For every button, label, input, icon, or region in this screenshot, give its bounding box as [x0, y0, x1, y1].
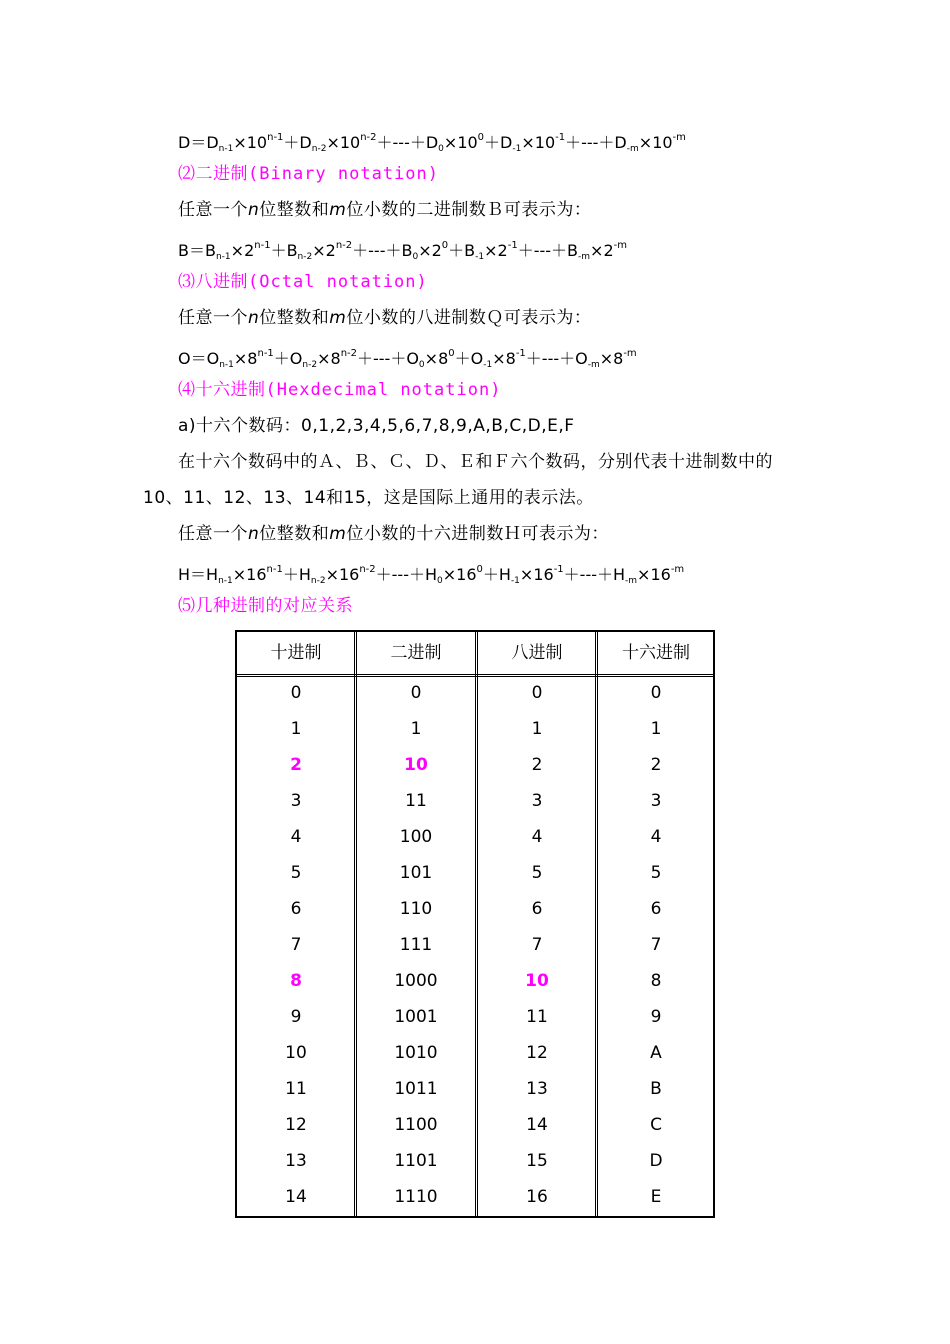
- relation-heading: ⑸几种进制的对应关系: [178, 596, 353, 616]
- cell-octal: 14: [526, 1115, 548, 1135]
- cell-binary: 1101: [394, 1151, 438, 1171]
- cell-octal: 4: [531, 827, 543, 847]
- cell-hex: A: [650, 1043, 662, 1063]
- cell-octal: 11: [526, 1007, 548, 1027]
- cell-hex: 1: [650, 719, 662, 739]
- header-binary: 二进制: [390, 643, 442, 663]
- cell-decimal: 9: [290, 1007, 302, 1027]
- cell-octal: 5: [531, 863, 543, 883]
- cell-octal: 13: [526, 1079, 548, 1099]
- table-row: [237, 1035, 713, 1071]
- cell-hex: 9: [650, 1007, 662, 1027]
- cell-octal: 3: [531, 791, 543, 811]
- header-decimal: 十进制: [270, 643, 322, 663]
- table-row: [237, 963, 713, 999]
- cell-hex: 8: [650, 971, 662, 991]
- cell-octal: 2: [531, 755, 543, 775]
- cell-binary: 100: [399, 827, 433, 847]
- table-row: [237, 747, 713, 783]
- cell-decimal: 10: [285, 1043, 307, 1063]
- cell-octal: 15: [526, 1151, 548, 1171]
- cell-binary: 10: [404, 755, 428, 775]
- cell-octal: 12: [526, 1043, 548, 1063]
- cell-binary: 1100: [394, 1115, 438, 1135]
- formula-octal: $O=On-1\times 8^{n-1}+On-2\times 8^{n-2}+---+O0\times 8^0+O-1\times 8^{-1}+---+O-m\times 8^{-m}$: [178, 348, 637, 370]
- table-row: [237, 819, 713, 855]
- cell-decimal: 4: [290, 827, 302, 847]
- cell-hex: 0: [650, 683, 662, 703]
- hex-paragraph-line-2: 10、11、12、13、14和15，这是国际上通用的表示法。: [143, 488, 594, 508]
- cell-hex: 5: [650, 863, 662, 883]
- octal-heading: ⑶八进制(Octal notation): [178, 272, 428, 292]
- table-row: [237, 783, 713, 819]
- hex-heading: ⑷十六进制(Hexdecimal notation): [178, 380, 502, 400]
- cell-hex: 2: [650, 755, 662, 775]
- table-row: [237, 675, 713, 711]
- cell-binary: 101: [399, 863, 433, 883]
- formula-decimal: $D=Dn-1\times 10^{n-1}+Dn-2\times 10^{n-2}+---+D0\times 10^0+D-1\times 10^{-1}+---+D-m\times 10^{-m}$: [178, 132, 686, 154]
- formula-binary: $B=Bn-1\times 2^{n-1}+Bn-2\times 2^{n-2}+---+B0\times 2^0+B-1\times 2^{-1}+---+B-m\times 2^{-m}$: [178, 240, 627, 262]
- cell-binary: 1010: [394, 1043, 438, 1063]
- cell-decimal: 5: [290, 863, 302, 883]
- cell-binary: 1110: [394, 1187, 438, 1207]
- table-row: [237, 891, 713, 927]
- hex-digits: a)十六个数码：0,1,2,3,4,5,6,7,8,9,A,B,C,D,E,F: [178, 416, 575, 436]
- cell-decimal: 7: [290, 935, 302, 955]
- cell-decimal: 11: [285, 1079, 307, 1099]
- cell-binary: 11: [405, 791, 427, 811]
- cell-decimal: 0: [290, 683, 302, 703]
- table-row: [237, 855, 713, 891]
- cell-decimal: 6: [290, 899, 302, 919]
- binary-heading: ⑵二进制(Binary notation): [178, 164, 439, 184]
- header-octal: 八进制: [511, 643, 563, 663]
- table-row: [237, 1071, 713, 1107]
- table-row: [237, 927, 713, 963]
- cell-octal: 16: [526, 1187, 548, 1207]
- hex-intro: 任意一个n位整数和m位小数的十六进制数Ｈ可表示为：: [178, 524, 609, 544]
- cell-binary: 1001: [394, 1007, 438, 1027]
- cell-decimal: 14: [285, 1187, 307, 1207]
- cell-hex: B: [650, 1079, 662, 1099]
- conversion-table: [235, 630, 715, 1218]
- cell-decimal: 3: [290, 791, 302, 811]
- cell-octal: 1: [531, 719, 543, 739]
- cell-octal: 10: [525, 971, 549, 991]
- cell-hex: 3: [650, 791, 662, 811]
- cell-hex: E: [650, 1187, 662, 1207]
- cell-hex: 4: [650, 827, 662, 847]
- cell-decimal: 13: [285, 1151, 307, 1171]
- binary-intro: 任意一个n位整数和m位小数的二进制数Ｂ可表示为：: [178, 200, 592, 220]
- table-header-row: [237, 632, 713, 677]
- cell-decimal: 2: [290, 755, 302, 775]
- cell-hex: C: [650, 1115, 662, 1135]
- cell-decimal: 12: [285, 1115, 307, 1135]
- cell-binary: 1000: [394, 971, 438, 991]
- table-row: [237, 711, 713, 747]
- cell-binary: 0: [410, 683, 422, 703]
- header-hex: 十六进制: [622, 643, 690, 663]
- table-row: [237, 1143, 713, 1179]
- cell-binary: 1: [410, 719, 422, 739]
- cell-octal: 7: [531, 935, 543, 955]
- octal-intro: 任意一个n位整数和m位小数的八进制数Ｑ可表示为：: [178, 308, 592, 328]
- cell-binary: 111: [399, 935, 433, 955]
- cell-binary: 110: [399, 899, 433, 919]
- table-row: [237, 999, 713, 1035]
- cell-hex: D: [649, 1151, 663, 1171]
- formula-hex: $H=Hn-1\times 16^{n-1}+Hn-2\times 16^{n-2}+---+H0\times 16^0+H-1\times 16^{-1}+---+H-m\times 16^{-m}$: [178, 564, 685, 586]
- table-row: [237, 1107, 713, 1143]
- cell-decimal: 8: [290, 971, 302, 991]
- cell-hex: 6: [650, 899, 662, 919]
- cell-binary: 1011: [394, 1079, 438, 1099]
- table-row: [237, 1179, 713, 1215]
- cell-hex: 7: [650, 935, 662, 955]
- cell-decimal: 1: [290, 719, 302, 739]
- hex-paragraph-line-1: 在十六个数码中的Ａ、Ｂ、Ｃ、Ｄ、Ｅ和Ｆ六个数码，分别代表十进制数中的: [178, 452, 773, 472]
- cell-octal: 0: [531, 683, 543, 703]
- cell-octal: 6: [531, 899, 543, 919]
